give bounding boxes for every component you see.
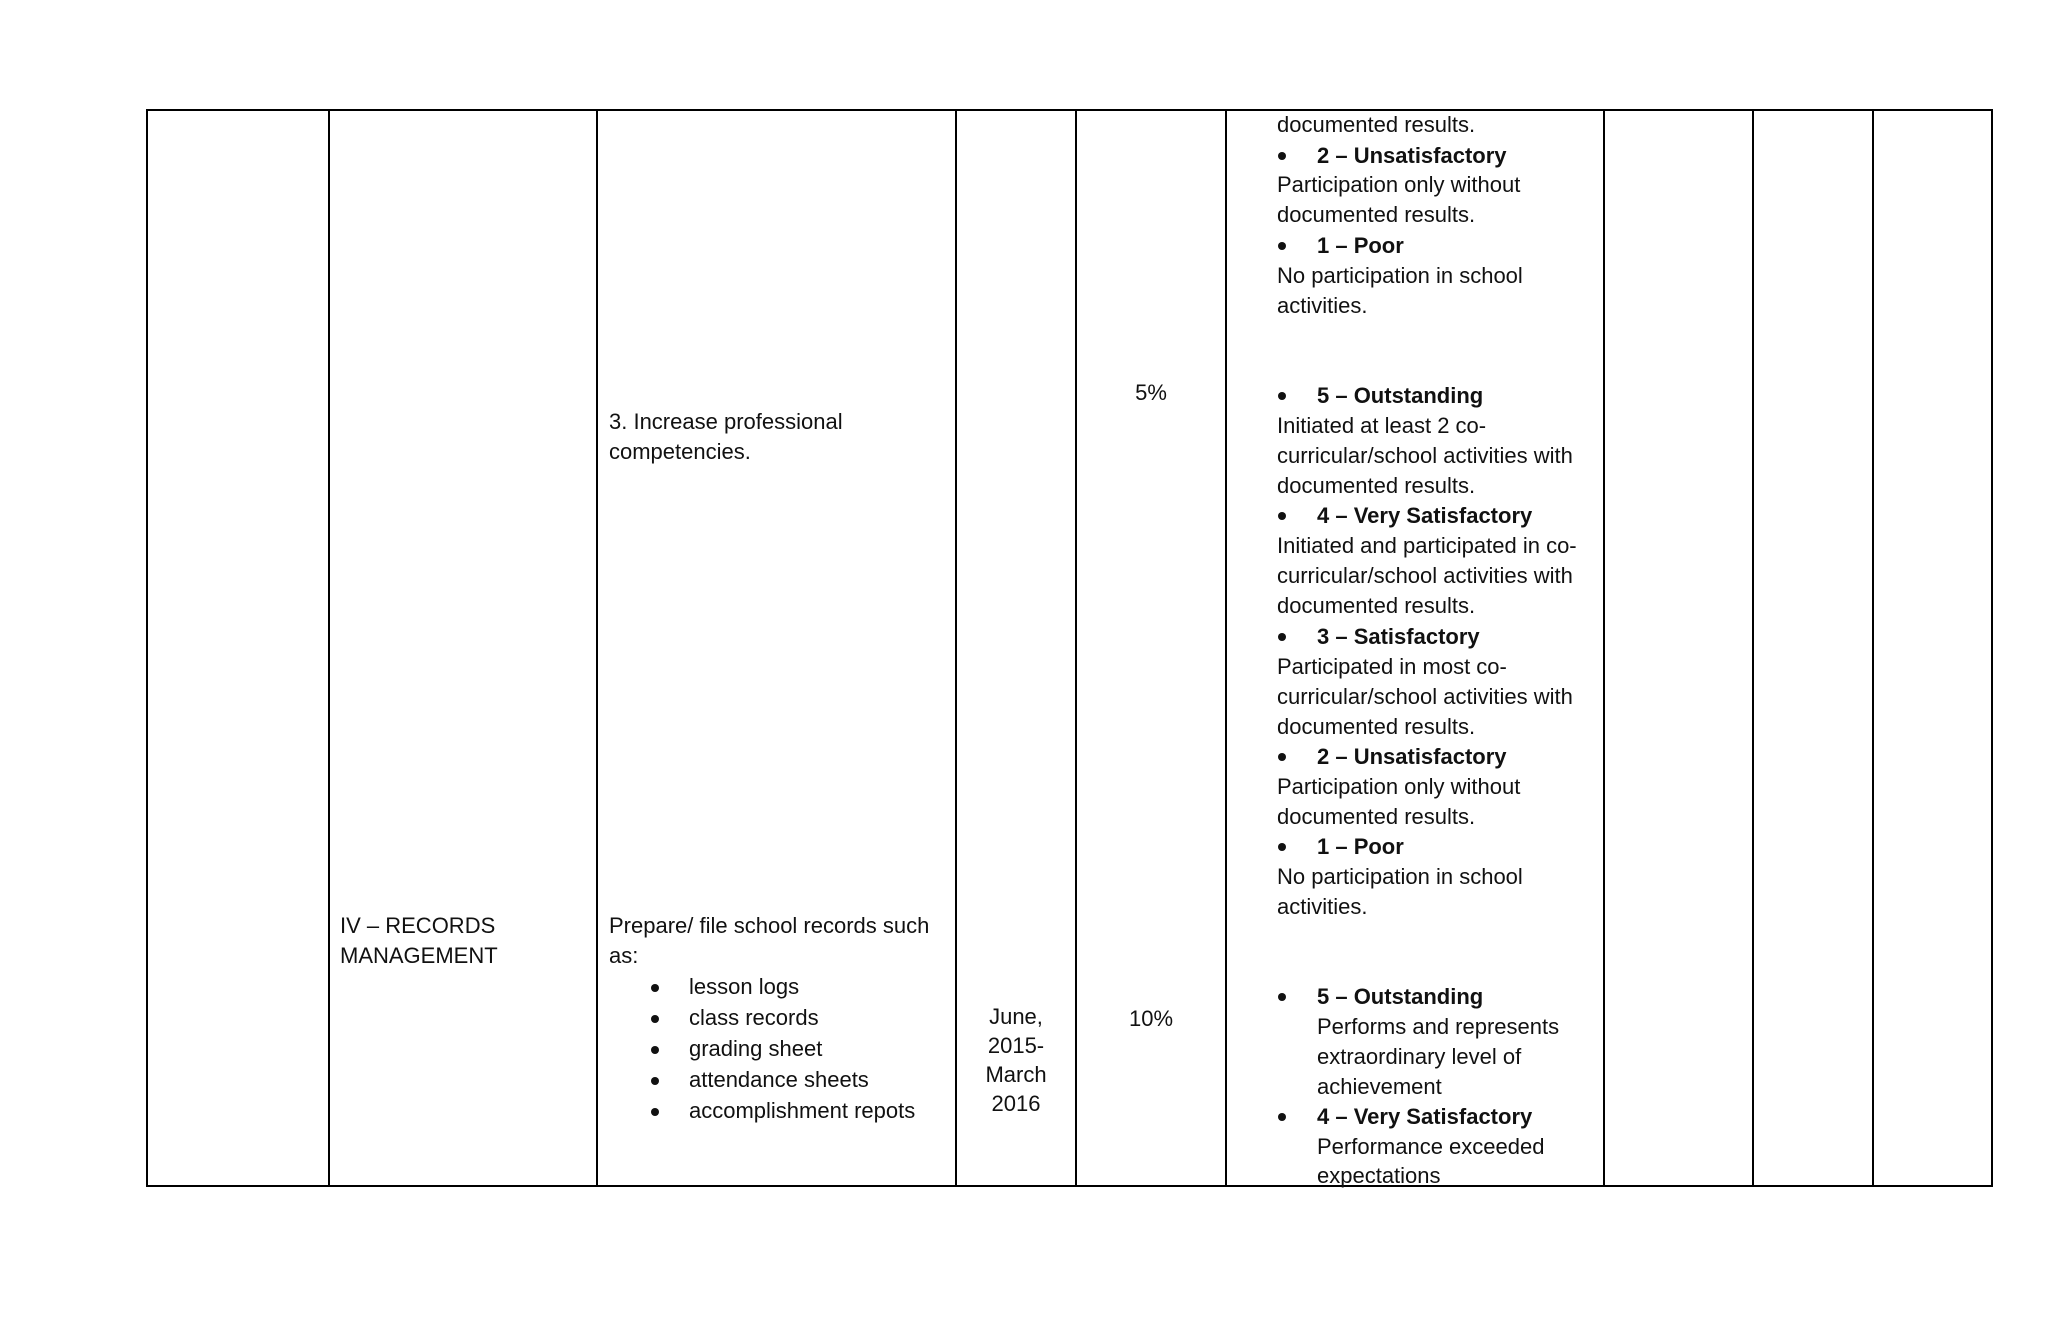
area-title-line: MANAGEMENT bbox=[340, 943, 498, 968]
column-divider bbox=[1603, 109, 1605, 1187]
criteria-text: No participation in school bbox=[1277, 263, 1523, 288]
bullet-icon bbox=[651, 1077, 659, 1085]
rating-heading: 5 – Outstanding bbox=[1317, 383, 1484, 408]
rating-heading: 2 – Unsatisfactory bbox=[1317, 744, 1507, 769]
criteria-text: curricular/school activities with bbox=[1277, 443, 1573, 468]
rating-heading: 4 – Very Satisfactory bbox=[1317, 503, 1533, 528]
list-item: attendance sheets bbox=[689, 1067, 869, 1092]
criteria-text: extraordinary level of bbox=[1317, 1044, 1522, 1069]
bullet-icon bbox=[1278, 753, 1286, 761]
rating-heading: 1 – Poor bbox=[1317, 233, 1404, 258]
rating-heading: 5 – Outstanding bbox=[1317, 984, 1484, 1009]
bullet-icon bbox=[1278, 633, 1286, 641]
timeline-text: March bbox=[985, 1062, 1047, 1087]
weight-value: 5% bbox=[1135, 380, 1167, 405]
bullet-icon bbox=[651, 1108, 659, 1116]
objective-text: as: bbox=[609, 943, 639, 968]
bullet-icon bbox=[651, 1046, 659, 1054]
bullet-icon bbox=[1278, 392, 1286, 400]
bullet-icon bbox=[1278, 1113, 1286, 1121]
timeline-text: 2016 bbox=[991, 1091, 1041, 1116]
list-item: grading sheet bbox=[689, 1036, 823, 1061]
rating-heading: 1 – Poor bbox=[1317, 834, 1404, 859]
criteria-text: documented results. bbox=[1277, 804, 1476, 829]
bullet-icon bbox=[651, 1015, 659, 1023]
bullet-icon bbox=[1278, 993, 1286, 1001]
criteria-text: documented results. bbox=[1277, 593, 1476, 618]
rating-heading: 2 – Unsatisfactory bbox=[1317, 143, 1507, 168]
criteria-text: No participation in school bbox=[1277, 864, 1523, 889]
criteria-text: Performs and represents bbox=[1317, 1014, 1560, 1039]
criteria-text: activities. bbox=[1277, 894, 1368, 919]
weight-value: 10% bbox=[1128, 1006, 1174, 1031]
bullet-icon bbox=[1278, 242, 1286, 250]
column-divider bbox=[1872, 109, 1874, 1187]
column-divider bbox=[328, 109, 330, 1187]
criteria-text: documented results. bbox=[1277, 112, 1476, 137]
objective-text: Prepare/ file school records such bbox=[609, 913, 930, 938]
column-divider bbox=[1752, 109, 1754, 1187]
criteria-text: curricular/school activities with bbox=[1277, 563, 1573, 588]
column-divider bbox=[596, 109, 598, 1187]
objective-text: competencies. bbox=[609, 439, 751, 464]
criteria-text: Initiated at least 2 co- bbox=[1277, 413, 1487, 438]
bullet-icon bbox=[1278, 843, 1286, 851]
criteria-text: documented results. bbox=[1277, 714, 1476, 739]
criteria-text: Initiated and participated in co- bbox=[1277, 533, 1577, 558]
criteria-text: documented results. bbox=[1277, 202, 1476, 227]
list-item: class records bbox=[689, 1005, 819, 1030]
rating-heading: 4 – Very Satisfactory bbox=[1317, 1104, 1533, 1129]
objective-text: 3. Increase professional bbox=[609, 409, 843, 434]
timeline-text: 2015- bbox=[987, 1033, 1045, 1058]
criteria-text: curricular/school activities with bbox=[1277, 684, 1573, 709]
criteria-text: Participated in most co- bbox=[1277, 654, 1507, 679]
criteria-text: Participation only without bbox=[1277, 774, 1521, 799]
criteria-text: achievement bbox=[1317, 1074, 1442, 1099]
criteria-text: documented results. bbox=[1277, 473, 1476, 498]
list-item: accomplishment repots bbox=[689, 1098, 916, 1123]
bullet-icon bbox=[651, 984, 659, 992]
bullet-icon bbox=[1278, 512, 1286, 520]
area-title-line: IV – RECORDS bbox=[340, 913, 496, 938]
criteria-text: Performance exceeded bbox=[1317, 1134, 1545, 1159]
criteria-text: expectations bbox=[1317, 1163, 1441, 1188]
rating-heading: 3 – Satisfactory bbox=[1317, 624, 1480, 649]
column-divider bbox=[1225, 109, 1227, 1187]
timeline-text: June, bbox=[989, 1004, 1043, 1029]
criteria-text: Participation only without bbox=[1277, 172, 1521, 197]
list-item: lesson logs bbox=[689, 974, 800, 999]
criteria-text: activities. bbox=[1277, 293, 1368, 318]
bullet-icon bbox=[1278, 152, 1286, 160]
